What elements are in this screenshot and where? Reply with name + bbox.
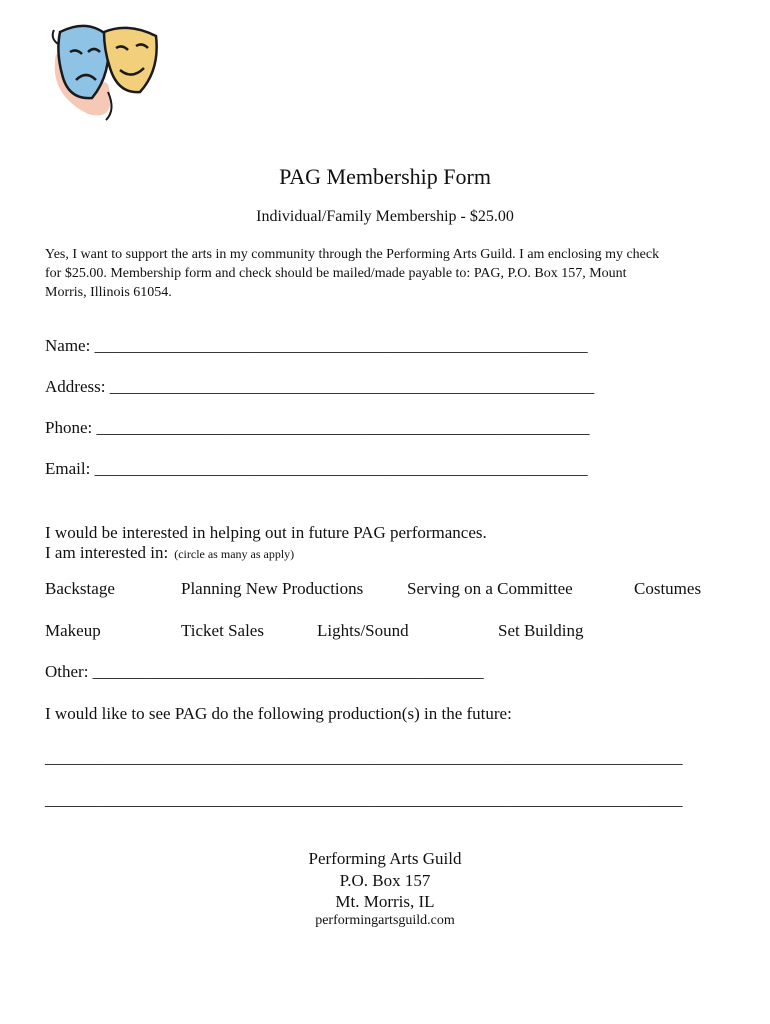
membership-price: Individual/Family Membership - $25.00	[256, 208, 514, 225]
productions-line-2[interactable]: ___________________________________________________________________________	[45, 790, 683, 809]
interest-prompt	[45, 543, 294, 563]
footer-city: Mt. Morris, IL	[335, 892, 435, 911]
interest-statement: I would be interested in helping out in future PAG performances.	[45, 523, 487, 542]
option-ticket-sales[interactable]: Ticket Sales	[181, 621, 264, 640]
intro-line: Yes, I want to support the arts in my community through the Performing Arts Guild. I am enclosing my check	[45, 247, 660, 262]
intro-line: for $25.00. Membership form and check should be mailed/made payable to: PAG, P.O. Box 157, Mount	[45, 266, 627, 281]
email-field[interactable]: Email: __________________________________________________________	[45, 459, 588, 478]
theater-masks-icon	[48, 14, 168, 124]
option-backstage[interactable]: Backstage	[45, 579, 115, 598]
name-field[interactable]: Name: __________________________________________________________	[45, 336, 588, 355]
option-lights-sound[interactable]: Lights/Sound	[317, 621, 409, 640]
phone-field[interactable]: Phone: __________________________________________________________	[45, 418, 590, 437]
intro-line: Morris, Illinois 61054.	[45, 285, 172, 300]
footer-po-box: P.O. Box 157	[339, 871, 431, 890]
intro-paragraph	[45, 245, 725, 302]
option-planning-new-productions[interactable]: Planning New Productions	[181, 579, 364, 598]
productions-line-1[interactable]: ___________________________________________________________________________	[45, 748, 683, 767]
other-field[interactable]: Other: ______________________________________________	[45, 662, 484, 681]
form-title: PAG Membership Form	[279, 164, 491, 189]
option-makeup[interactable]: Makeup	[45, 621, 101, 640]
interest-label: I am interested in:	[45, 543, 169, 562]
interest-note: (circle as many as apply)	[174, 547, 295, 561]
productions-prompt: I would like to see PAG do the following production(s) in the future:	[45, 704, 512, 723]
option-set-building[interactable]: Set Building	[498, 621, 584, 640]
footer-website: performingartsguild.com	[315, 913, 455, 928]
footer-org-name: Performing Arts Guild	[308, 849, 462, 868]
address-field[interactable]: Address: _________________________________________________________	[45, 377, 595, 396]
option-serving-on-committee[interactable]: Serving on a Committee	[407, 579, 573, 598]
option-costumes[interactable]: Costumes	[634, 579, 702, 598]
